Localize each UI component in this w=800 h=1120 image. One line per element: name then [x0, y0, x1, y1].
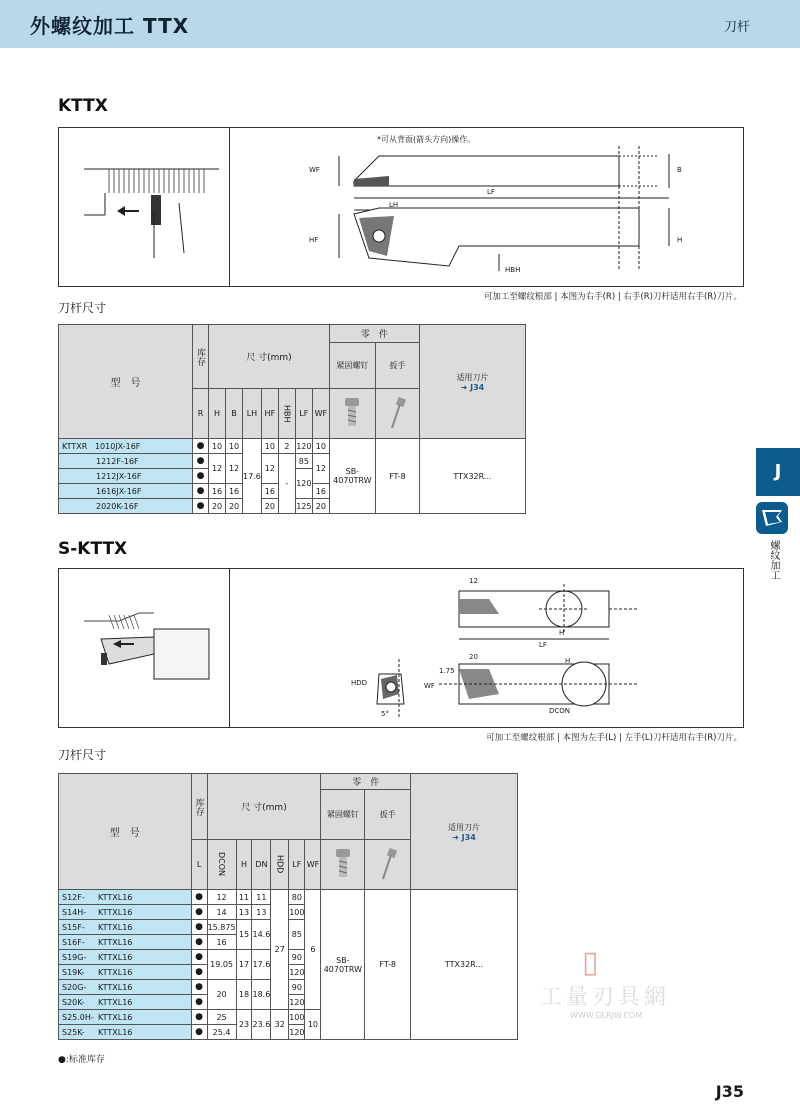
table-row: 1616JX-16F [59, 484, 193, 499]
side-tab-j[interactable]: J [756, 448, 800, 496]
wrench-value: FT-8 [375, 439, 419, 514]
col-l: L [191, 840, 207, 890]
col-hf: HF [261, 389, 278, 439]
col-parts: 零 件 [321, 774, 411, 790]
col-hbh: HBH [278, 389, 295, 439]
col-wrench: 扳手 [365, 790, 411, 840]
table-row: S19K- KTTXL16 [59, 965, 192, 980]
watermark-logo-icon: ▯ [582, 945, 599, 980]
col-lf: LF [295, 389, 312, 439]
thread-icon [756, 502, 788, 534]
dim-label-12: 12 [469, 577, 478, 585]
kttx-table-title: 刀杆尺寸 [58, 301, 107, 315]
side-tab-label: 螺纹加工 [768, 540, 779, 580]
col-screw: 紧固螺钉 [329, 343, 375, 389]
col-stock: 库存 [193, 325, 209, 389]
dim-label-20: 20 [469, 653, 478, 661]
col-lh: LH [243, 389, 262, 439]
col-size: 尺 寸(mm) [207, 774, 321, 840]
col-wrench: 扳手 [375, 343, 419, 389]
dim-label-h: H [677, 236, 683, 244]
stock-legend: ●:标准库存 [58, 1055, 105, 1065]
kttx-caption: 可加工至螺纹根部 | 本图为右手(R) | 右手(R)刀杆适用右手(R)刀片。 [483, 292, 742, 302]
dim-label-175: 1.75 [439, 667, 455, 675]
dim-label-hf: HF [309, 236, 319, 244]
insert-value: TTX32R... [419, 439, 525, 514]
col-lf: LF [289, 840, 305, 890]
col-model: 型 号 [59, 774, 192, 890]
wrench-value: FT-8 [365, 890, 411, 1040]
kttx-working-diagram [79, 153, 219, 263]
s-kttx-dimension-drawing [339, 579, 739, 724]
col-h: H [209, 389, 226, 439]
s-kttx-caption: 可加工至螺纹根部 | 本图为左手(L) | 左手(L)刀杆适用右手(R)刀片。 [486, 733, 742, 743]
table-row: S20K- KTTXL16 [59, 995, 192, 1010]
dim-label-wf: WF [424, 682, 435, 690]
dim-label-lh: LH [389, 201, 399, 209]
page-number: J35 [715, 1082, 744, 1101]
col-stock: 库存 [191, 774, 207, 840]
watermark: ▯ 工量刃具網 WWW.GLRJW.COM [540, 945, 671, 1020]
col-insert: 适用刀片 ➜ J34 [419, 325, 525, 439]
table-row: S19G- KTTXL16 [59, 950, 192, 965]
table-row: S16F- KTTXL16 [59, 935, 192, 950]
table-row: S25.0H- KTTXL16 [59, 1010, 192, 1025]
col-h: H [236, 840, 252, 890]
page-title: 外螺纹加工 TTX [30, 14, 190, 38]
dim-label-wf: WF [309, 166, 320, 174]
col-model: 型 号 [59, 325, 193, 439]
col-hdd: HDD [271, 840, 289, 890]
table-row: S25K- KTTXL16 [59, 1025, 192, 1040]
dim-label-lf: LF [539, 641, 547, 649]
table-row: S20G- KTTXL16 [59, 980, 192, 995]
table-row: S14H- KTTXL16 [59, 905, 192, 920]
col-screw: 紧固螺钉 [321, 790, 365, 840]
dim-label-angle: 5° [381, 710, 389, 718]
s-kttx-table-title: 刀杆尺寸 [58, 748, 107, 762]
dim-label-h-top: H [559, 629, 565, 637]
table-row: S12F- KTTXL16 [59, 890, 192, 905]
screw-icon [329, 389, 375, 439]
kttx-figure [58, 127, 744, 287]
insert-ref-link[interactable]: ➜ J34 [452, 832, 476, 842]
table-row: S15F- KTTXL16 [59, 920, 192, 935]
col-wf: WF [312, 389, 329, 439]
figure-note-back-operation: *可从背面(箭头方向)操作。 [377, 135, 476, 144]
col-insert: 适用刀片 ➜ J34 [410, 774, 517, 890]
col-r: R [193, 389, 209, 439]
col-dn: DN [252, 840, 271, 890]
screw-icon [321, 840, 365, 890]
page-category: 刀杆 [723, 20, 750, 35]
table-row: 1212F-16F [59, 454, 193, 469]
wrench-icon [365, 840, 411, 890]
insert-ref-link[interactable]: ➜ J34 [460, 382, 485, 392]
insert-value: TTX32R... [410, 890, 517, 1040]
s-kttx-working-diagram [79, 609, 219, 689]
col-parts: 零 件 [329, 325, 419, 343]
col-size: 尺 寸(mm) [209, 325, 330, 389]
kttx-dimension-drawing [309, 146, 729, 281]
dim-label-b: B [677, 166, 682, 174]
s-kttx-spec-table: 型 号 库存 尺 寸(mm) 零 件 适用刀片 ➜ J34 紧固螺钉 扳手 L DCON H DN HDD LF WF S12F- KTTXL16 ● 12 11 11 27 80 6 SB-4070TRW FT-8 TTX32R... S14H- KTTXL16 ● 14 13 13 100 S15F- KTTXL16 ● 15.875 15 14.6 85 S16F- KTTXL16 ● 16 S19G- KTTXL16 ● 19.05 17 17.6 90 S19K- KTTXL16 ● 120 S20G- KTTXL16 ● 20 18 18.6 90 S20K- KTTXL16 ● 120 S25.0H- KTTXL16 ● 25 23 23.6 32 100 10 S25K- KTTXL16 ● 25.4 120 [58, 773, 518, 1040]
table-row: KTTXR 1010JX-16F [59, 439, 193, 454]
wrench-icon [375, 389, 419, 439]
s-kttx-figure [58, 568, 744, 728]
section-title-kttx: KTTX [58, 96, 108, 116]
dim-label-hbh: HBH [505, 266, 521, 274]
screw-value: SB-4070TRW [329, 439, 375, 514]
table-row: 2020K-16F [59, 499, 193, 514]
table-row: 1212JX-16F [59, 469, 193, 484]
section-title-s-kttx: S-KTTX [58, 539, 128, 559]
dim-label-hdd: HDD [351, 679, 368, 687]
col-dcon: DCON [207, 840, 236, 890]
screw-value: SB-4070TRW [321, 890, 365, 1040]
dim-label-dcon: DCON [549, 707, 571, 715]
col-wf: WF [305, 840, 321, 890]
col-b: B [226, 389, 243, 439]
kttx-spec-table: 型 号 库存 尺 寸(mm) 零 件 适用刀片 ➜ J34 紧固螺钉 扳手 R H B LH HF HBH LF WF KTTXR 1010JX-16F ● 10 10 17.6 10 2 120 10 SB-4070TRW FT-8 TTX32R... 1212F-16F ● 12 12 12 - 85 12 1212JX-16F ● 120 1616JX-16F ● 16 16 16 16 2020K-16F ● 20 20 20 125 20 [58, 324, 526, 514]
dim-label-h-bottom: H [565, 657, 571, 665]
dim-label-lf: LF [487, 188, 495, 196]
